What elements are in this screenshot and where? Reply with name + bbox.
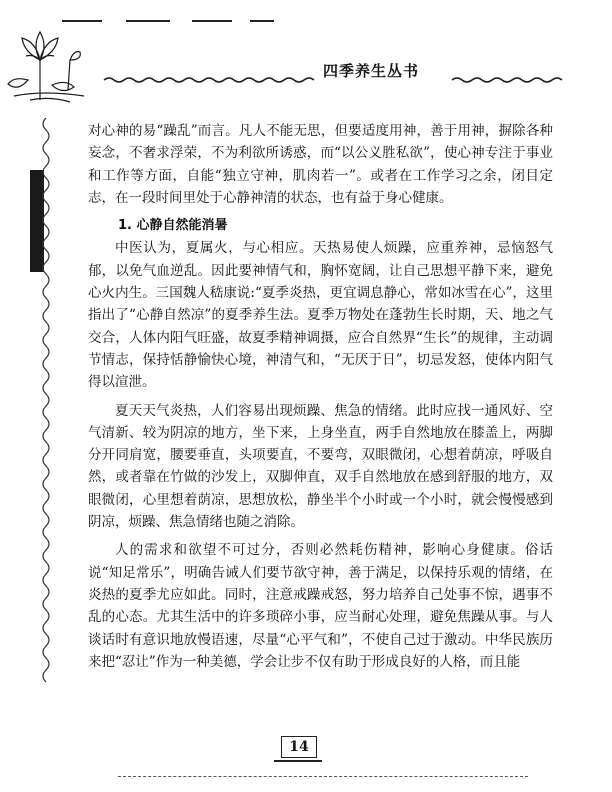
series-title: 四季养生丛书 bbox=[323, 62, 420, 80]
page-number: 14 bbox=[281, 736, 317, 758]
header-wave-line bbox=[452, 78, 562, 82]
paragraph: 人的需求和欲望不可过分，否则必然耗伤精神，影响心身健康。俗话说“知足常乐”，明确告诫人们要节欲守神，善于满足，以保持乐观的情绪，在炎热的夏季尤应如此。同时，注意戒躁戒怒，努力培养自己处事不惊，遇事不乱的心态。尤其生活中的许多琐碎小事，应当耐心处理，避免焦躁从事。与人谈话时有意识地放慢语速，尽量“心平气和”，不使自己过于激动。中华民族历来把“忍让”作为一种美德，学会让步不仅有助于形成良好的人格，而且能 bbox=[88, 542, 553, 670]
lotus-illustration bbox=[8, 32, 84, 102]
footer-rule bbox=[118, 776, 528, 778]
body-text bbox=[88, 120, 553, 673]
paragraph: 夏天天气炎热，人们容易出现烦躁、焦急的情绪。此时应找一通风好、空气清新、较为阴凉的地方，坐下来，上身坐直，两手自然地放在膝盖上，两脚分开同肩宽，腰要垂直，头项要直，不要弯，双眼微闭，心想着荫凉，呼吸自然，或者靠在竹做的沙发上，双脚伸直，双手自然地放在感到舒服的地方，双眼微闭，心里想着荫凉，思想放松，静坐半个小时或一个小时，就会慢慢感到阴凉，烦躁、焦急情绪也随之消除。 bbox=[88, 402, 553, 531]
section-heading: 1. 心静自然能消暑 bbox=[118, 218, 228, 234]
page-number-underline bbox=[274, 760, 322, 762]
header-wave-line bbox=[104, 78, 314, 82]
paragraph: 中医认为，夏属火，与心相应。天热易使人烦躁，应重养神，忌恼怒气郁，以免气血逆乱。因此要神情气和，胸怀宽阔，让自己思想平静下来，避免心火内生。三国魏人嵇康说:“夏季炎热，更宜调息静心，常如冰雪在心”，这里指出了“心静自然凉”的夏季养生法。夏季万物处在蓬勃生长时期，天、地之气交合，人体内阳气旺盛，故夏季精神调摄，应合自然界“生长”的规律，主动调节情志，保持恬静愉快心境，神清气和，“无厌于日”，切忌发怒，使体内阳气得以渲泄。 bbox=[88, 240, 553, 391]
header-ornament bbox=[0, 0, 612, 110]
left-margin-ornament bbox=[34, 118, 56, 688]
paragraph: 对心神的易“躁乱”而言。凡人不能无思，但要适度用神，善于用神，摒除各种妄念，不奢求浮荣，不为利欲所诱惑，而“以公义胜私欲”，使心神专注于事业和工作等方面，自能“独立守神，肌肉若一”。或者在工作学习之余，闭目定志，在一段时间里处于心静神清的状态，也有益于身心健康。 bbox=[88, 123, 553, 206]
